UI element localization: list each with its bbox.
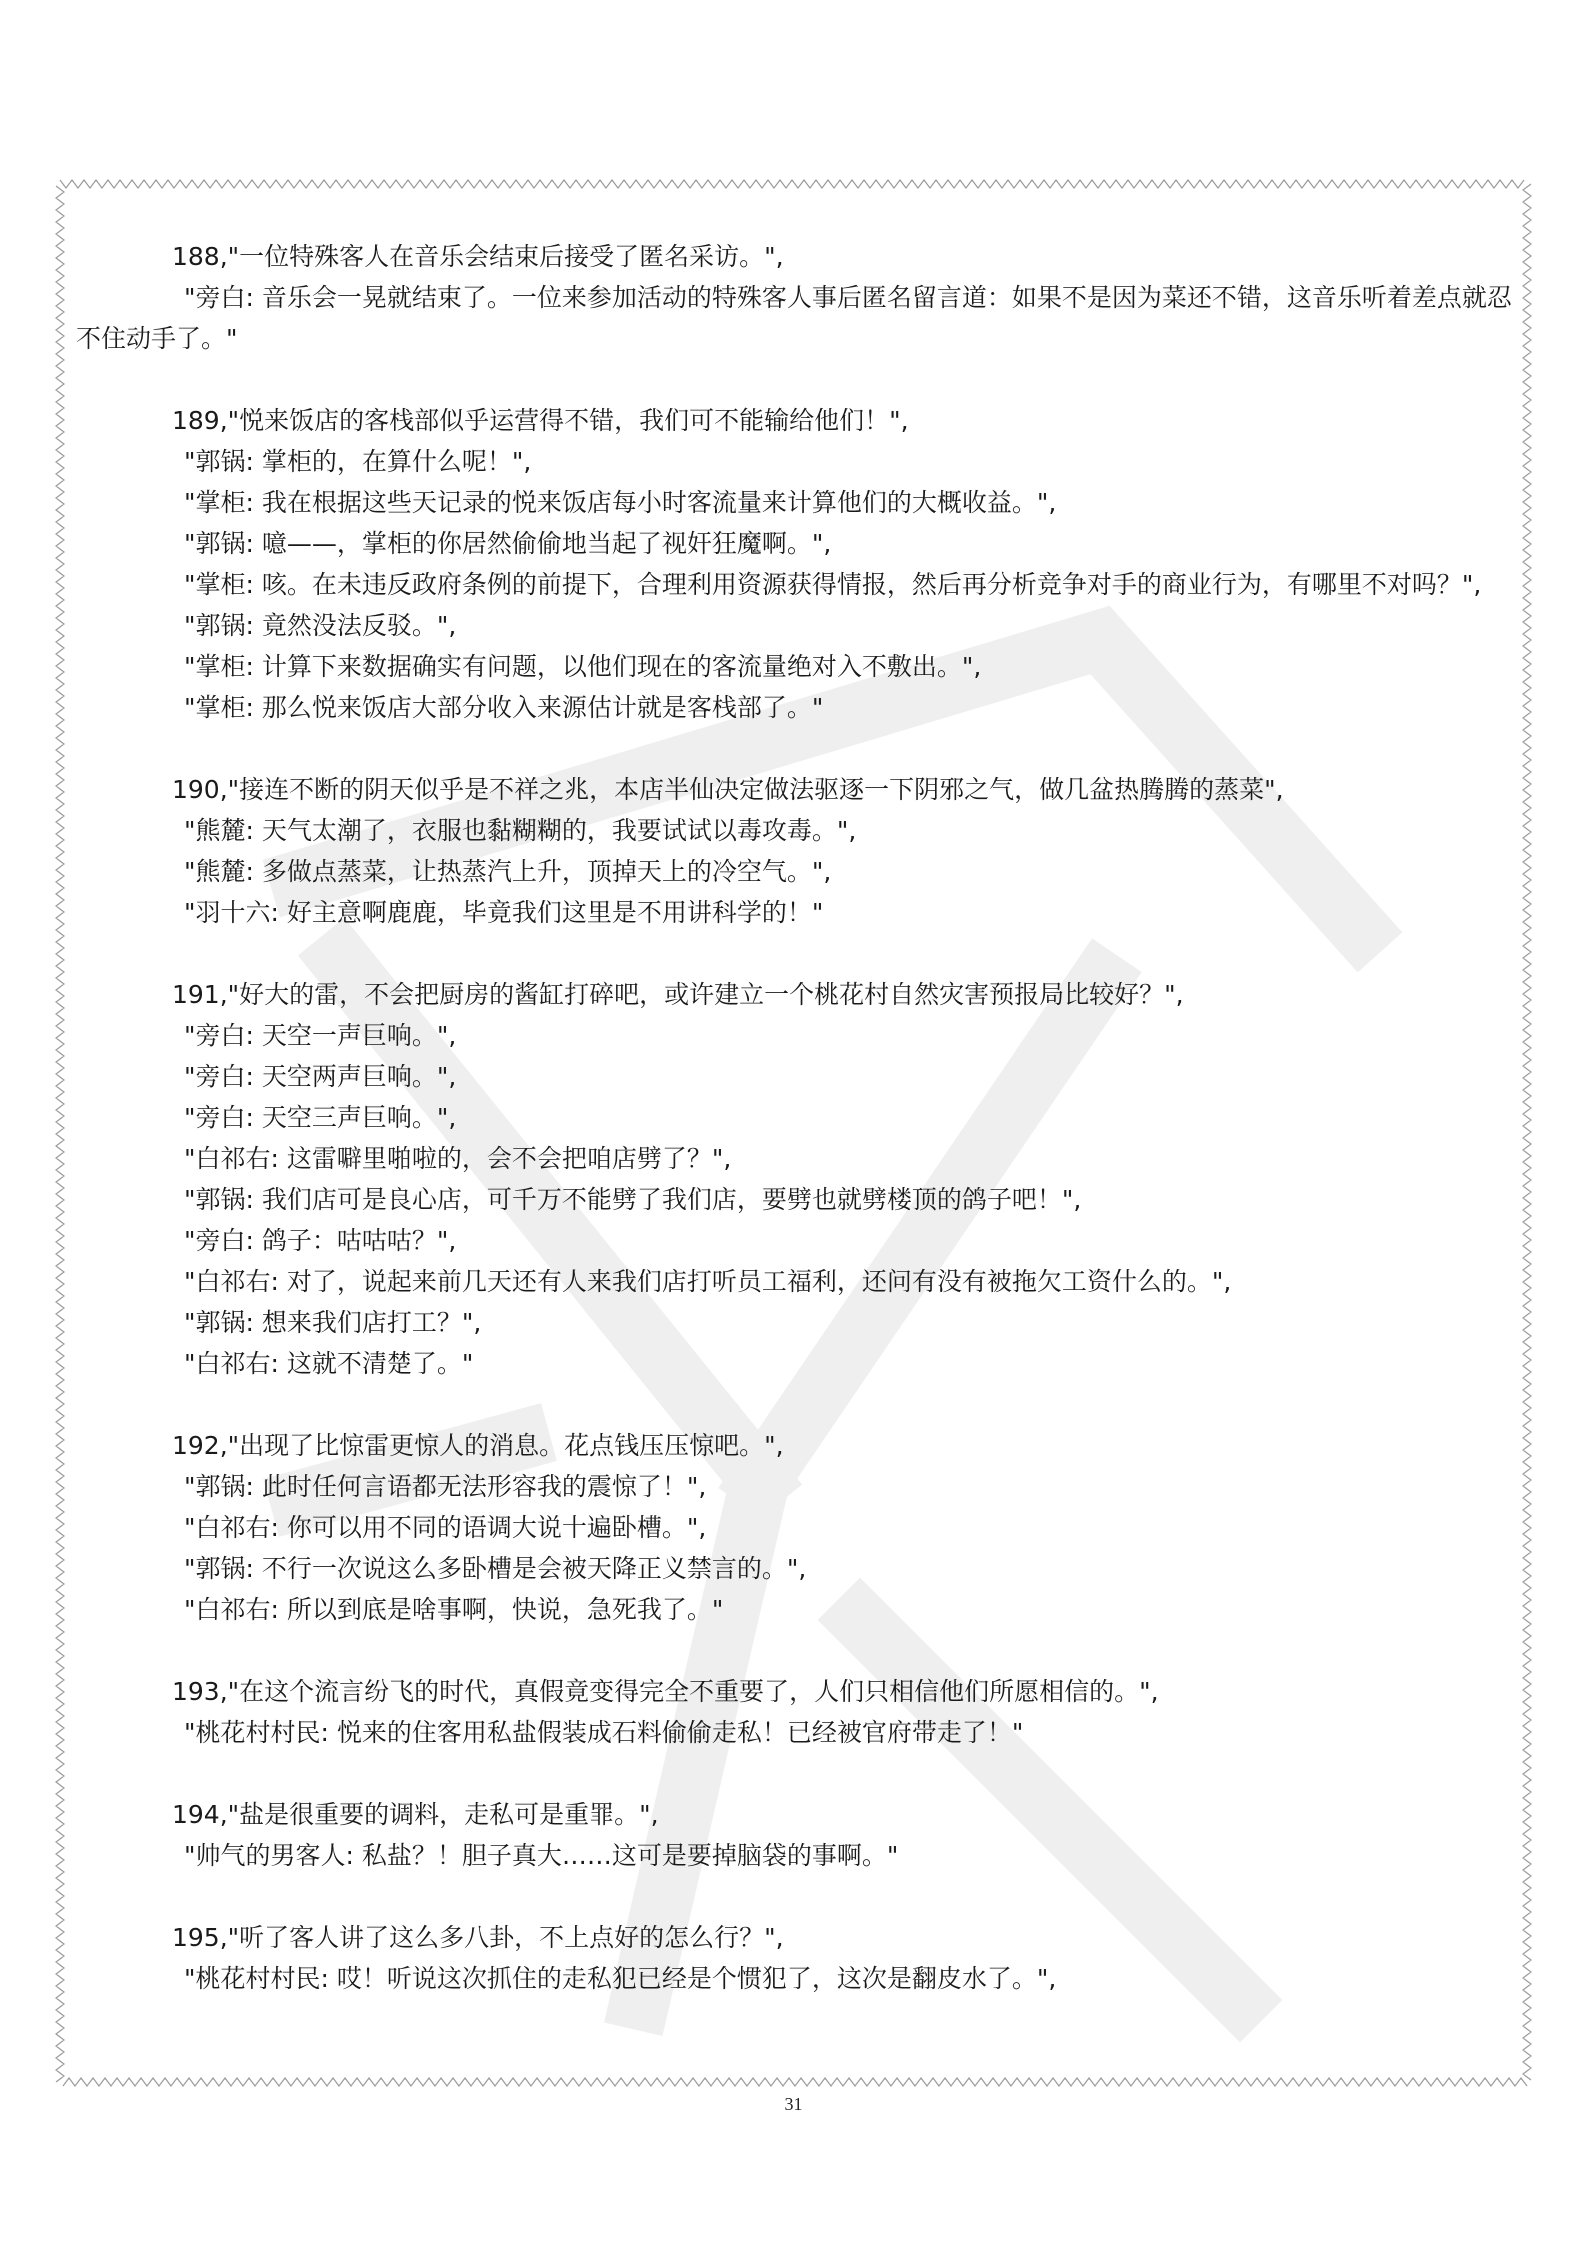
dialogue-line: "白祁右: 对了，说起来前几天还有人来我们店打听员工福利，还问有没有被拖欠工资什么的。", bbox=[184, 1267, 1232, 1296]
dialogue-line: "掌柜: 咳。在未违反政府条例的前提下，合理利用资源获得情报，然后再分析竞争对手的商业行为，有哪里不对吗？", bbox=[184, 570, 1482, 599]
dialogue-line: "帅气的男客人: 私盐？！胆子真大……这可是要掉脑袋的事啊。" bbox=[184, 1841, 899, 1870]
entry-191 bbox=[76, 974, 1524, 1384]
dialogue-line: "郭锅: 不行一次说这么多卧槽是会被天降正义禁言的。", bbox=[184, 1554, 807, 1583]
entry-195 bbox=[76, 1917, 1524, 1999]
dialogue-line: "白祁右: 所以到底是啥事啊，快说，急死我了。" bbox=[184, 1595, 724, 1624]
entry-heading: 192,"出现了比惊雷更惊人的消息。花点钱压压惊吧。", bbox=[172, 1431, 784, 1460]
document-body bbox=[76, 236, 1524, 2040]
dialogue-line: "掌柜: 我在根据这些天记录的悦来饭店每小时客流量来计算他们的大概收益。", bbox=[184, 488, 1057, 517]
entry-title: "接连不断的阴天似乎是不祥之兆，本店半仙决定做法驱逐一下阴邪之气，做几盆热腾腾的蒸菜", bbox=[227, 775, 1284, 804]
entry-title: "一位特殊客人在音乐会结束后接受了匿名采访。", bbox=[227, 242, 784, 271]
entry-number: 189 bbox=[172, 406, 220, 435]
entry-number: 192 bbox=[172, 1431, 220, 1460]
entry-heading: 194,"盐是很重要的调料，走私可是重罪。", bbox=[172, 1800, 659, 1829]
dialogue-line: "白祁右: 这雷噼里啪啦的，会不会把咱店劈了？", bbox=[184, 1144, 732, 1173]
dialogue-line: "郭锅: 竟然没法反驳。", bbox=[184, 611, 457, 640]
entry-190 bbox=[76, 769, 1524, 933]
dialogue-line: "羽十六: 好主意啊鹿鹿，毕竟我们这里是不用讲科学的！" bbox=[184, 898, 824, 927]
dialogue-line: "旁白: 天空两声巨响。", bbox=[184, 1062, 457, 1091]
entry-heading: 190,"接连不断的阴天似乎是不祥之兆，本店半仙决定做法驱逐一下阴邪之气，做几盆热腾腾的蒸菜", bbox=[172, 775, 1284, 804]
entry-heading: 195,"听了客人讲了这么多八卦，不上点好的怎么行？", bbox=[172, 1923, 784, 1952]
entry-number: 190 bbox=[172, 775, 220, 804]
entry-number: 188 bbox=[172, 242, 220, 271]
entry-194 bbox=[76, 1794, 1524, 1876]
entry-188 bbox=[76, 236, 1524, 359]
entry-heading: 189,"悦来饭店的客栈部似乎运营得不错，我们可不能输给他们！", bbox=[172, 406, 909, 435]
entry-title: "盐是很重要的调料，走私可是重罪。", bbox=[227, 1800, 659, 1829]
dialogue-line: "旁白: 鸽子：咕咕咕？", bbox=[184, 1226, 457, 1255]
dialogue-line: "郭锅: 想来我们店打工？", bbox=[184, 1308, 482, 1337]
entry-number: 194 bbox=[172, 1800, 220, 1829]
dialogue-line: "桃花村村民: 哎！听说这次抓住的走私犯已经是个惯犯了，这次是翻皮水了。", bbox=[184, 1964, 1057, 1993]
entry-title: "在这个流言纷飞的时代，真假竟变得完全不重要了，人们只相信他们所愿相信的。", bbox=[227, 1677, 1159, 1706]
entry-heading: 188,"一位特殊客人在音乐会结束后接受了匿名采访。", bbox=[172, 242, 784, 271]
entry-heading: 191,"好大的雷，不会把厨房的酱缸打碎吧，或许建立一个桃花村自然灾害预报局比较好？", bbox=[172, 980, 1184, 1009]
entry-title: "出现了比惊雷更惊人的消息。花点钱压压惊吧。", bbox=[227, 1431, 784, 1460]
dialogue-line: "白祁右: 你可以用不同的语调大说十遍卧槽。", bbox=[184, 1513, 707, 1542]
dialogue-line: "掌柜: 计算下来数据确实有问题，以他们现在的客流量绝对入不敷出。", bbox=[184, 652, 982, 681]
dialogue-line: "旁白: 天空三声巨响。", bbox=[184, 1103, 457, 1132]
dialogue-line: "郭锅: 此时任何言语都无法形容我的震惊了！", bbox=[184, 1472, 707, 1501]
entry-number: 191 bbox=[172, 980, 220, 1009]
entry-193 bbox=[76, 1671, 1524, 1753]
entry-number: 193 bbox=[172, 1677, 220, 1706]
dialogue-line: "掌柜: 那么悦来饭店大部分收入来源估计就是客栈部了。" bbox=[184, 693, 824, 722]
dialogue-line: "郭锅: 噫——，掌柜的你居然偷偷地当起了视奸狂魔啊。", bbox=[184, 529, 832, 558]
entry-title: "好大的雷，不会把厨房的酱缸打碎吧，或许建立一个桃花村自然灾害预报局比较好？", bbox=[227, 980, 1184, 1009]
entry-title: "听了客人讲了这么多八卦，不上点好的怎么行？", bbox=[227, 1923, 784, 1952]
page-number: 31 bbox=[784, 2094, 803, 2114]
dialogue-line: "桃花村村民: 悦来的住客用私盐假装成石料偷偷走私！已经被官府带走了！" bbox=[184, 1718, 1024, 1747]
dialogue-line: "郭锅: 掌柜的，在算什么呢！", bbox=[184, 447, 532, 476]
entry-number: 195 bbox=[172, 1923, 220, 1952]
dialogue-line: "熊麓: 天气太潮了，衣服也黏糊糊的，我要试试以毒攻毒。", bbox=[184, 816, 857, 845]
entry-title: "悦来饭店的客栈部似乎运营得不错，我们可不能输给他们！", bbox=[227, 406, 909, 435]
dialogue-line: "旁白: 天空一声巨响。", bbox=[184, 1021, 457, 1050]
entry-189 bbox=[76, 400, 1524, 728]
dialogue-line: "旁白: 音乐会一晃就结束了。一位来参加活动的特殊客人事后匿名留言道：如果不是因为菜还不错，这音乐听着差点就忍不住动手了。" bbox=[76, 283, 1512, 353]
dialogue-line: "白祁右: 这就不清楚了。" bbox=[184, 1349, 474, 1378]
entry-heading: 193,"在这个流言纷飞的时代，真假竟变得完全不重要了，人们只相信他们所愿相信的。", bbox=[172, 1677, 1159, 1706]
dialogue-line: "熊麓: 多做点蒸菜，让热蒸汽上升，顶掉天上的冷空气。", bbox=[184, 857, 832, 886]
dialogue-line: "郭锅: 我们店可是良心店，可千万不能劈了我们店，要劈也就劈楼顶的鸽子吧！", bbox=[184, 1185, 1082, 1214]
entry-192 bbox=[76, 1425, 1524, 1630]
